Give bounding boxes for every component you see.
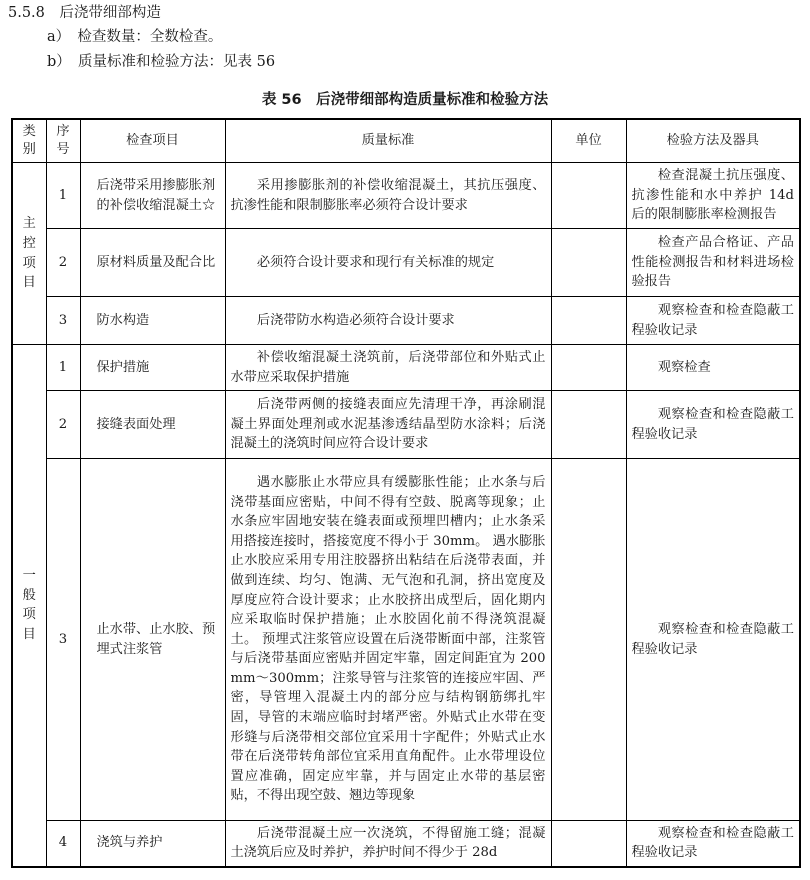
row-seq: 2: [46, 229, 80, 297]
table-row: [12, 345, 800, 391]
row-standard: 遇水膨胀止水带应具有缓膨胀性能；止水条与后浇带基面应密贴，中间不得有空鼓、脱离等现象；止水条应牢固地安装在缝表面或预埋凹槽内；止水条采用搭接连接时，搭接宽度不得小于 30mm。 遇水膨胀止水胶应采用专用注胶器挤出粘结在后浇带表面，并做到连续、均匀、饱满、无气泡和孔洞，挤出宽度及厚度应符合设计要求；止水胶挤出成型后，固化期内应采取临时保护措施；止水胶固化前不得浇筑混凝土。 预埋式注浆管应设置在后浇带断面中部，注浆管与后浇带基面应密贴并固定牢靠，固定间距宜为 200mm～300mm；注浆导管与注浆管的连接应牢固、严密，导管埋入混凝土内的部分应与结构钢筋绑扎牢固，导管的末端应临时封堵严密。外贴式止水带在变形缝与后浇带相交部位宜采用十字配件；外贴式止水带在后浇带转角部位宜采用直角配件。止水带埋设位置应准确，固定应牢靠，并与固定止水带的基层密贴，不得出现空鼓、翘边等现象: [225, 459, 551, 821]
row-unit: [551, 163, 626, 229]
row-standard: 采用掺膨胀剂的补偿收缩混凝土，其抗压强度、抗渗性能和限制膨胀率必须符合设计要求: [225, 163, 551, 229]
row-item: 止水带、止水胶、预埋式注浆管: [80, 459, 225, 821]
table-row: [12, 821, 800, 867]
row-seq: 2: [46, 391, 80, 459]
row-seq: 1: [46, 345, 80, 391]
inspection-table: [11, 118, 801, 868]
row-method: 检查混凝土抗压强度、抗渗性能和水中养护 14d 后的限制膨胀率检测报告: [626, 163, 800, 229]
header-standard: 质量标准: [225, 119, 551, 163]
row-unit: [551, 345, 626, 391]
row-standard: 后浇带两侧的接缝表面应先清理干净，再涂刷混凝土界面处理剂或水泥基渗透结晶型防水涂料；后浇混凝土的浇筑时间应符合设计要求: [225, 391, 551, 459]
header-category: 类别: [12, 119, 46, 163]
row-method: 观察检查和检查隐蔽工程验收记录: [626, 821, 800, 867]
category-main-control: 主控项目: [12, 163, 46, 345]
row-unit: [551, 459, 626, 821]
header-unit: 单位: [551, 119, 626, 163]
row-item: 接缝表面处理: [80, 391, 225, 459]
row-unit: [551, 297, 626, 345]
table-row: [12, 229, 800, 297]
row-item: 后浇带采用掺膨胀剂的补偿收缩混凝土☆: [80, 163, 225, 229]
row-standard: 后浇带混凝土应一次浇筑，不得留施工缝；混凝土浇筑后应及时养护，养护时间不得少于 28d: [225, 821, 551, 867]
row-standard: 补偿收缩混凝土浇筑前，后浇带部位和外贴式止水带应采取保护措施: [225, 345, 551, 391]
row-item: 浇筑与养护: [80, 821, 225, 867]
table-caption: 表 56 后浇带细部构造质量标准和检验方法: [261, 92, 549, 108]
header-seq: 序号: [46, 119, 80, 163]
table-row: [12, 163, 800, 229]
row-method: 观察检查和检查隐蔽工程验收记录: [626, 297, 800, 345]
row-item: 原材料质量及配合比: [80, 229, 225, 297]
section-heading: 5.5.8 后浇带细部构造: [8, 5, 161, 21]
header-item: 检查项目: [80, 119, 225, 163]
table-row: [12, 391, 800, 459]
row-seq: 1: [46, 163, 80, 229]
category-general: 一般项目: [12, 345, 46, 867]
row-standard: 后浇带防水构造必须符合设计要求: [225, 297, 551, 345]
row-seq: 3: [46, 459, 80, 821]
row-item: 防水构造: [80, 297, 225, 345]
row-method: 观察检查和检查隐蔽工程验收记录: [626, 459, 800, 821]
table-header-row: [12, 119, 800, 163]
row-unit: [551, 229, 626, 297]
quality-standard-line: b） 质量标准和检验方法：见表 56: [47, 54, 276, 70]
row-unit: [551, 391, 626, 459]
inspection-quantity-line: a） 检查数量：全数检查。: [47, 29, 223, 45]
row-seq: 4: [46, 821, 80, 867]
row-seq: 3: [46, 297, 80, 345]
row-standard: 必须符合设计要求和现行有关标准的规定: [225, 229, 551, 297]
table-row: [12, 297, 800, 345]
header-method: 检验方法及器具: [626, 119, 800, 163]
row-method: 检查产品合格证、产品性能检测报告和材料进场检验报告: [626, 229, 800, 297]
row-method: 观察检查: [626, 345, 800, 391]
row-item: 保护措施: [80, 345, 225, 391]
table-row: [12, 459, 800, 821]
row-unit: [551, 821, 626, 867]
row-method: 观察检查和检查隐蔽工程验收记录: [626, 391, 800, 459]
